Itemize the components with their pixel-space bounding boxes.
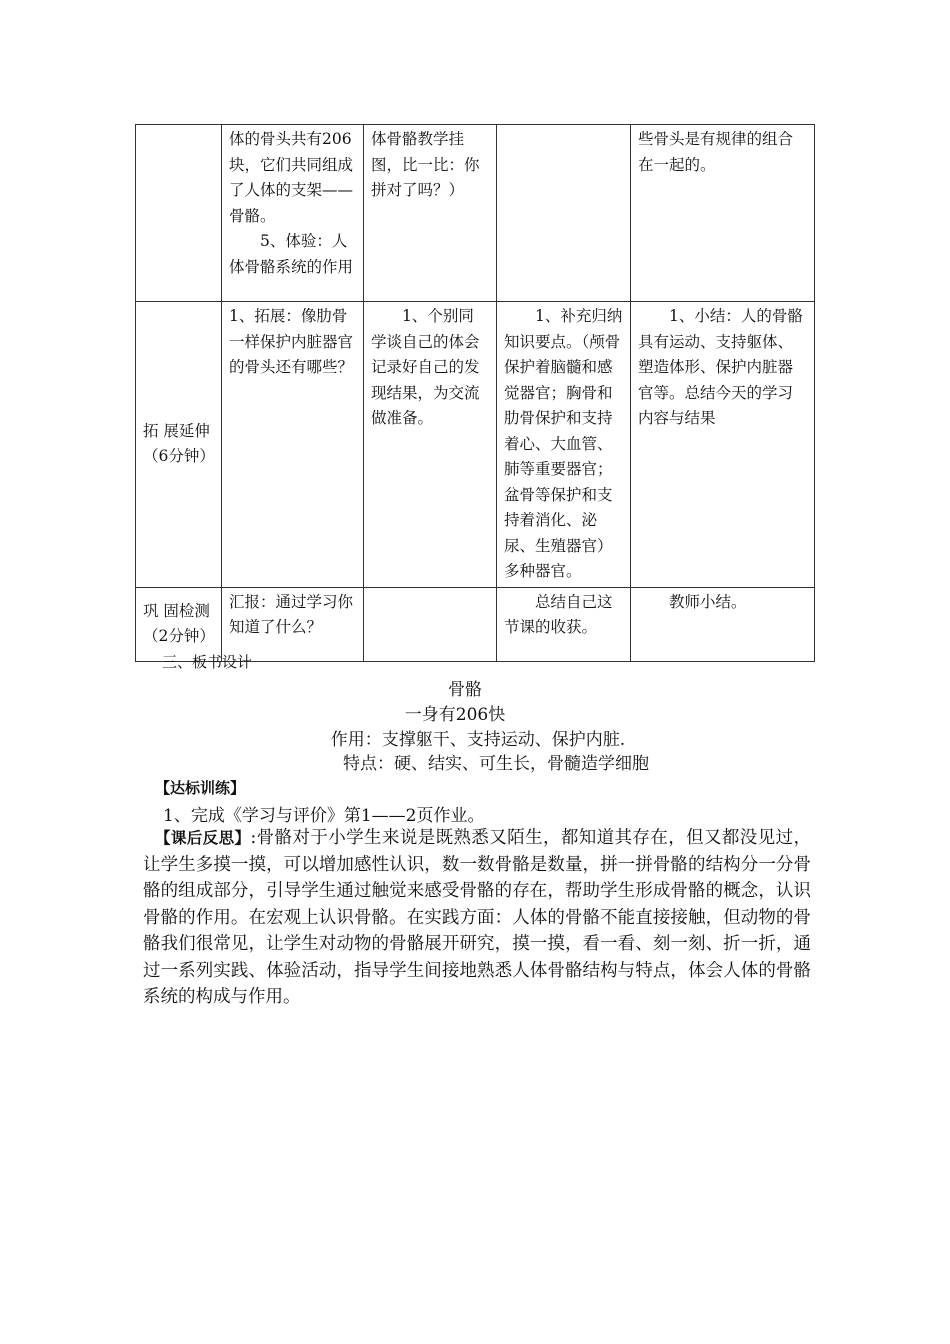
reflection-text: :骨骼对于小学生来说是既熟悉又陌生，都知道其存在，但又都没见过，让学生多摸一摸，可以增加感性认识，数一数骨骼是数量，拼一拼骨骼的结构分一分骨骼的组成部分，引导学生通过触觉来感受骨骼的存在，帮助学生形成骨骼的概念，认识骨骼的作用。在宏观上认识骨骼。在实践方面：人体的骨骼不能直接接触，但动物的骨骼我们很常见，让学生对动物的骨骼展开研究，摸一摸，看一看、刻一刻、折一折，通过一系列实践、体验活动，指导学生间接地熟悉人体骨骼结构与特点，体会人体的骨骼系统的构成与作用。 — [143, 828, 811, 1007]
design-intent-cell: 1、补充归纳知识要点。（颅骨保护着脑髓和感觉器官；胸骨和肋骨保护和支持着心、大血管、肺等重要器官；盆骨等保护和支持着消化、泌尿、生殖器官）多种器官。 — [497, 302, 631, 588]
practice-item: 1、完成《学习与评价》第1——2页作业。 — [163, 806, 485, 826]
board-line: 一身有206快 — [404, 705, 506, 725]
board-title: 骨骼 — [448, 680, 482, 700]
table-row — [136, 125, 815, 302]
practice-heading: 【达标训练】 — [155, 779, 246, 797]
cell-paragraph: 体的骨头共有206块，它们共同组成了人体的支架——骨骼。 — [229, 130, 354, 225]
stage-cell — [136, 125, 222, 302]
table-row — [136, 587, 815, 661]
teacher-activity-cell: 1、拓展：像肋骨一样保护内脏器官的骨头还有哪些？ — [222, 302, 364, 588]
board-design-heading: 三、板书设计 — [162, 653, 253, 671]
student-activity-cell: 1、个别同学谈自己的体会记录好自己的发现结果，为交流做准备。 — [364, 302, 497, 588]
table-row — [136, 302, 815, 588]
design-intent-cell: 总结自己这节课的收获。 — [497, 587, 631, 661]
stage-cell: 拓 展延伸（6分钟） — [136, 302, 222, 588]
cell-paragraph: 5、体验：人体骨骼系统的作用 — [229, 232, 354, 276]
student-activity-cell — [364, 587, 497, 661]
teacher-activity-cell — [222, 125, 364, 302]
summary-cell: 1、小结：人的骨骼具有运动、支持躯体、塑造体形、保护内脏器官等。总结今天的学习内容与结果 — [631, 302, 815, 588]
reflection-paragraph — [143, 825, 811, 1011]
reflection-label: 【课后反思】 — [155, 829, 251, 847]
student-activity-cell: 体骨骼教学挂图，比一比：你拼对了吗？） — [364, 125, 497, 302]
summary-cell: 些骨头是有规律的组合在一起的。 — [631, 125, 815, 302]
board-line: 特点：硬、结实、可生长，骨髓造学细胞 — [343, 754, 649, 774]
stage-cell: 巩 固检测（2分钟） — [136, 587, 222, 661]
lesson-plan-table — [135, 124, 815, 662]
teacher-activity-cell: 汇报：通过学习你知道了什么？ — [222, 587, 364, 661]
board-line: 作用：支撑躯干、支持运动、保护内脏. — [330, 730, 626, 750]
summary-cell: 教师小结。 — [631, 587, 815, 661]
design-intent-cell — [497, 125, 631, 302]
